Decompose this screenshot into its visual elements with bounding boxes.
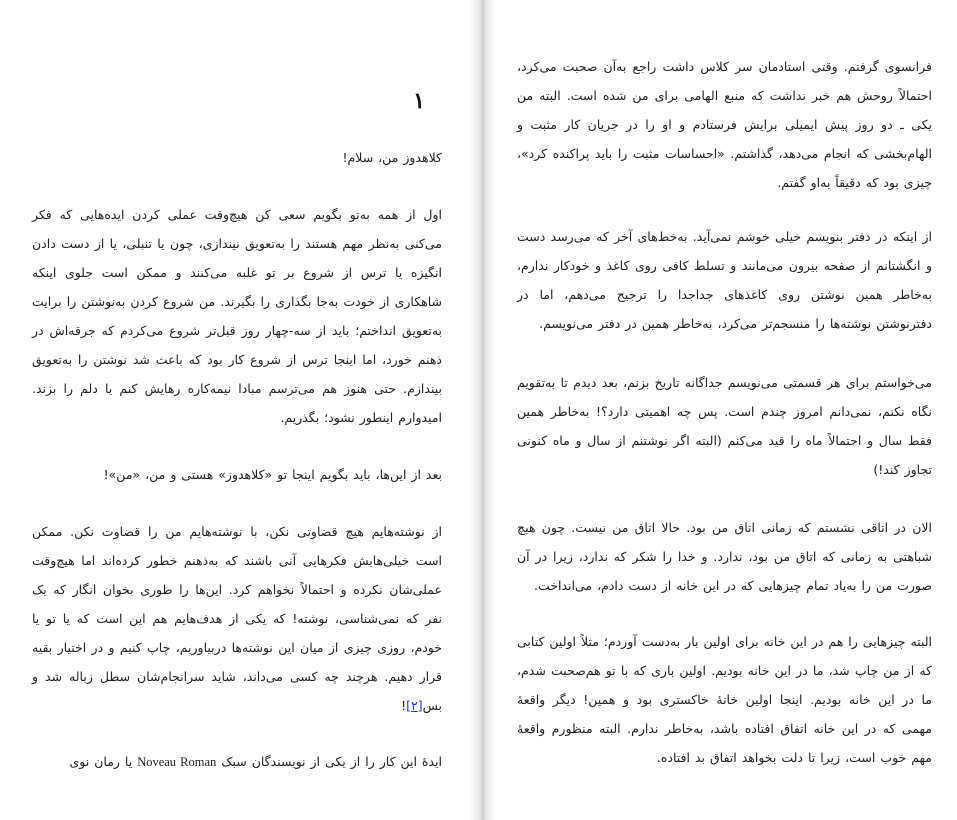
paragraph-4: الان در اتاقی نشستم که زمانی اتاق من بود. حالا اتاق من نیست. چون هیچ شباهتی به زمانی که اتاق من بود، ندارد. و خدا را شکر که ندارد، زیرا در آن صورت من را به‌یاد تمام چیزهایی که در این خانه از دست دادم، می‌انداخت. (517, 520, 932, 593)
paragraph-3-end: ! (401, 698, 407, 713)
paragraph-3 (32, 517, 442, 720)
gutter-divider (482, 0, 484, 820)
paragraph-3: می‌خواستم برای هر قسمتی می‌نویسم جداگانه تاریخ بزنم، بعد دیدم تا به‌تقویم نگاه نکنم، نمی‌دانم امروز چندم است. پس چه اهمیتی دارد؟! به‌خاطر همین فقط سال و احتمالاً ماه را قید می‌کنم (البته اگر نوشتنم از سال و ماه کنونی تجاوز کند!) (517, 375, 932, 477)
page-number: ۱ (413, 88, 425, 114)
right-page (496, 0, 957, 820)
paragraph-4-start: ایدهٔ این کار را از یکی از نویسندگان سبک (221, 754, 442, 769)
paragraph-4 (32, 747, 442, 777)
paragraph-3-text: از نوشته‌هایم هیچ قضاوتی نکن، با نوشته‌هایم من را قضاوت نکن. ممکن است خیلی‌هایش فکرهایی آنی باشند که به‌ذهنم خطور کرده‌اند اما هیچ‌وقت عملی‌شان نکرده و احتمالاً نخواهم کرد. این‌ها را طوری بخوان انگار که یک نفر که نمی‌شناسی، نوشته! که یکی از هدف‌هایم هم این است که یا تو یا خودم، روزی چیزی از میان این نوشته‌ها دربیاوریم، چاپ کنیم و در اختیار بقیه قرار دهیم. هرچند چه کسی می‌داند، شاید سرانجام‌شان سطل زباله شد و بس (32, 524, 442, 713)
footnote-link[interactable]: [۲] (406, 698, 423, 713)
latin-term: Noveau Roman (137, 755, 217, 769)
paragraph-5: البته چیزهایی را هم در این خانه برای اولین بار به‌دست آوردم؛ مثلاً اولین کتابی که از من چاپ شد، ما در این خانه بودیم. اولین باری که با تو هم‌صحبت شدم، ما در این خانه بودیم. اینجا اولین خانهٔ خاکستری بود و همین! دیگر واقعهٔ مهمی که در این خانه اتفاق افتاده باشد، به‌خاطر ندارم. البته منظورم واقعهٔ مهم خوب است، زیرا تا دلت بخواهد اتفاق بد افتاده. (517, 634, 932, 765)
paragraph-2: از اینکه در دفتر بنویسم خیلی خوشم نمی‌آید. به‌خط‌های آخر که می‌رسد دست و انگشتانم از صفحه بیرون می‌مانند و تسلط کافی روی کاغذ و خودکار ندارم، به‌خاطر همین نوشتن روی کاغذهای جداجدا را ترجیح می‌دهم، اما در دفترنوشتن نوشته‌ها را منسجم‌تر می‌کرد، به‌خاطر همین در دفتر می‌نویسم. (517, 229, 932, 331)
paragraph-2: بعد از این‌ها، باید بگویم اینجا تو «کلاهدوز» هستی و من، «من»! (103, 467, 442, 482)
paragraph-1: اول از همه به‌تو بگویم سعی کن هیچ‌وقت عملی کردن ایده‌هایی که فکر می‌کنی به‌نظر مهم هستند را به‌تعویق نیندازی، چون یا تنبلی، یا از دست دادن انگیزه یا ترس از شروع بر تو غلبه می‌کنند و ممکن است جلوی اینکه شاهکاری از خودت به‌جا بگذاری را بگیرند. من شروع کردن به‌نوشتن را برایت به‌تعویق انداختم؛ باید از سه‌-چهار روز قبل‌تر شروع می‌کردم که جرقه‌اش در ذهنم خورد، اما اینجا ترس از شروع کار بود که باعث شد نوشتن را به‌تعویق بیندازم. حتی هنوز هم می‌ترسم مبادا نیمه‌کاره رهایش کنم یا دلم را بزند. امیدوارم اینطور نشود؛ بگذریم. (32, 207, 442, 425)
paragraph-4-end: یا رمان نوی (69, 754, 133, 769)
paragraph-1: فرانسوی گرفتم. وقتی استادمان سر کلاس داشت راجع به‌آن صحبت می‌کرد، احتمالاً روحش هم خبر نداشت که منبع الهامی برای من شده است. البته من یکی ـ دو روز پیش ایمیلی برایش فرستادم و او را در جریان کار مثبت و الهام‌بخشی که انجام می‌دهد، گذاشتم. «احساسات مثبت را باید پراکنده کرد»، چیزی بود که دقیقاً به‌او گفتم. (517, 59, 932, 190)
left-page (0, 0, 470, 820)
greeting: کلاهدوز من، سلام! (342, 150, 442, 165)
